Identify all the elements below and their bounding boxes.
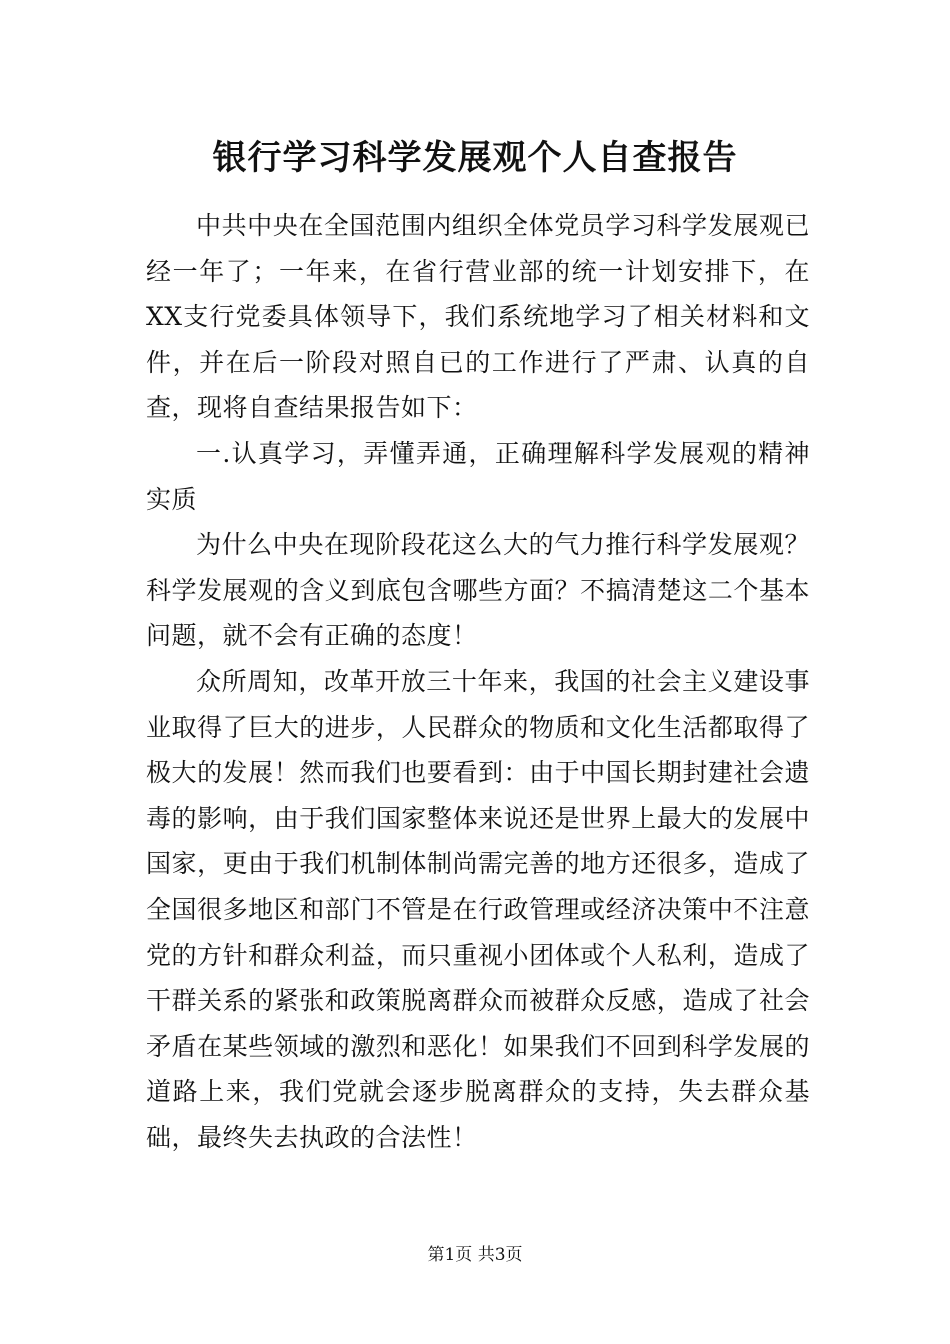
document-title: 银行学习科学发展观个人自查报告 (212, 138, 738, 178)
paragraph-background: 众所周知，改革开放三十年来，我国的社会主义建设事业取得了巨大的进步，人民群众的物质和文化生活都取得了极大的发展！然而我们也要看到：由于中国长期封建社会遗毒的影响，由于我们国家整体来说还是世界上最大的发展中国家，更由于我们机制体制尚需完善的地方还很多，造成了全国很多地区和部门不管是在行政管理或经济决策中不注意党的方针和群众利益，而只重视小团体或个人私利，造成了干群关系的紧张和政策脱离群众而被群众反感，造成了社会矛盾在某些领域的激烈和恶化！如果我们不回到科学发展的道路上来，我们党就会逐步脱离群众的支持，失去群众基础，最终失去执政的合法性！ (146, 666, 810, 1152)
document-body (146, 203, 810, 1160)
paragraph-intro: 中共中央在全国范围内组织全体党员学习科学发展观已经一年了；一年来，在省行营业部的统一计划安排下，在XX支行党委具体领导下，我们系统地学习了相关材料和文件，并在后一阶段对照自已的工作进行了严肃、认真的自查，现将自查结果报告如下： (146, 211, 810, 423)
page-number-footer: 第1页 共3页 (427, 1245, 523, 1265)
paragraph-question: 为什么中央在现阶段花这么大的气力推行科学发展观？科学发展观的含义到底包含哪些方面？不搞清楚这二个基本问题，就不会有正确的态度！ (146, 530, 810, 651)
section-heading-1: 一.认真学习，弄懂弄通，正确理解科学发展观的精神实质 (146, 438, 810, 514)
